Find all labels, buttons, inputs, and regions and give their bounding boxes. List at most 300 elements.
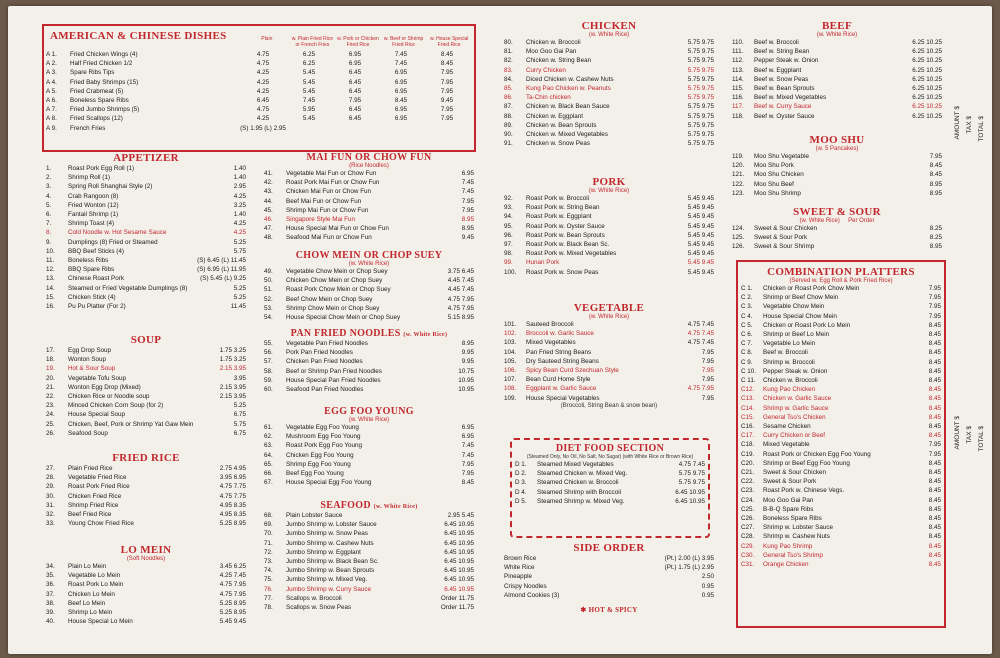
item-number: 27. bbox=[46, 465, 55, 472]
item-price: 5.45 9.45 bbox=[687, 268, 714, 276]
item-price: 4.75 7.45 bbox=[678, 461, 705, 468]
item-number: C26. bbox=[741, 515, 755, 523]
item-number: 102. bbox=[504, 330, 517, 338]
soup-list bbox=[46, 346, 246, 438]
item-name: Scallops w. Broccoli bbox=[286, 594, 342, 602]
item-price: 11.45 bbox=[230, 303, 246, 311]
item-name: General Tso's Shrimp bbox=[763, 551, 823, 559]
item-name: Spring Roll Shanghai Style (2) bbox=[68, 183, 153, 191]
item-number: 114. bbox=[732, 75, 744, 83]
menu-item bbox=[741, 450, 941, 459]
item-name: Chicken Lo Mein bbox=[68, 590, 115, 598]
item-price: 5.45 9.45 bbox=[687, 213, 714, 221]
item-price: 8.45 bbox=[928, 321, 941, 329]
item-name: Young Chow Fried Rice bbox=[68, 520, 134, 528]
item-name: Beef Mai Fun or Chow Fun bbox=[286, 197, 362, 205]
menu-item bbox=[504, 582, 714, 591]
item-number: 16. bbox=[46, 303, 55, 311]
menu-item bbox=[741, 431, 941, 440]
item-price: 7.95 bbox=[440, 115, 454, 123]
item-name: French Fries bbox=[70, 124, 106, 132]
item-name: Sweet & Sour Chicken bbox=[754, 225, 817, 232]
item-price: 7.45 bbox=[461, 188, 474, 196]
item-price: 6.25 bbox=[302, 51, 316, 58]
menu-item bbox=[46, 228, 246, 237]
item-name: Boneless Spare Ribs bbox=[763, 515, 822, 523]
menu-item bbox=[504, 212, 714, 221]
item-name: Fried Baby Shrimps (15) bbox=[70, 78, 139, 86]
item-name: Beef w. Oyster Sauce bbox=[754, 112, 815, 120]
item-price: 4.25 bbox=[233, 192, 246, 200]
item-number: 71. bbox=[264, 539, 273, 547]
item-name: Steamed or Fried Vegetable Dumplings (8) bbox=[68, 284, 188, 292]
menu-item bbox=[741, 468, 941, 477]
item-price: 5.45 bbox=[302, 69, 316, 77]
menu-item bbox=[504, 231, 714, 240]
item-number: 122. bbox=[732, 180, 745, 188]
item-number: 73. bbox=[264, 558, 273, 566]
menu-item bbox=[264, 187, 474, 196]
american-col-header: w. Beef or Shrimp Fried Rice bbox=[383, 36, 424, 48]
menu-item bbox=[504, 121, 714, 130]
item-price: (Pt.) 2.00 (L) 3.95 bbox=[664, 555, 714, 562]
item-number: 108. bbox=[504, 385, 517, 393]
menu-item bbox=[264, 451, 474, 460]
menu-item bbox=[504, 258, 714, 267]
item-number: 69. bbox=[264, 521, 273, 529]
item-number: 38. bbox=[46, 599, 55, 607]
item-price: 5.45 9.45 bbox=[687, 231, 714, 239]
item-number: A 7. bbox=[46, 106, 57, 114]
menu-item bbox=[732, 189, 942, 198]
item-name: Shrimp w. Broccoli bbox=[763, 358, 815, 366]
menu-item bbox=[46, 210, 246, 219]
chicken-title: CHICKEN bbox=[581, 20, 637, 32]
seafood-sub: (w. White Rice) bbox=[373, 504, 418, 510]
item-number: 90. bbox=[504, 131, 513, 139]
item-number: 119. bbox=[732, 153, 744, 160]
friedrice-title: FRIED RICE bbox=[112, 452, 180, 464]
item-price: 6.45 bbox=[348, 87, 362, 95]
item-name: Ta-Chin chicken bbox=[526, 94, 571, 102]
item-name: House Special Egg Foo Young bbox=[286, 479, 372, 487]
item-number: C 7. bbox=[741, 340, 753, 348]
item-price: 5.45 bbox=[302, 87, 316, 95]
item-number: 72. bbox=[264, 548, 273, 556]
item-name: Vegetable Tofu Soup bbox=[68, 374, 127, 382]
menu-item bbox=[504, 348, 714, 357]
item-number: 116. bbox=[732, 94, 744, 102]
menu-item bbox=[264, 469, 474, 478]
item-number: 120. bbox=[732, 162, 745, 170]
american-col-header: w. Pork or Chicken Fried Rice bbox=[337, 36, 379, 48]
menu-item bbox=[264, 423, 474, 432]
item-name: Sauteed Broccoli bbox=[526, 321, 574, 328]
item-number: 75. bbox=[264, 576, 273, 584]
item-name: Steamed Mixed Vegetables bbox=[537, 461, 614, 468]
friedrice-list bbox=[46, 464, 246, 528]
item-number: C15. bbox=[741, 413, 755, 421]
menu-item bbox=[264, 215, 474, 224]
item-name: Roast Pork or Chicken Egg Foo Young bbox=[763, 450, 871, 458]
menu-item bbox=[46, 247, 246, 256]
vegetable-note: (Broccoli, String Bean & snow bean) bbox=[560, 402, 658, 409]
item-price: 6.45 10.95 bbox=[444, 585, 474, 593]
item-price: 4.25 7.45 bbox=[219, 572, 246, 580]
lomein-title: LO MEIN bbox=[120, 544, 172, 556]
item-price: 5.75 9.75 bbox=[687, 75, 714, 83]
item-number: C24. bbox=[741, 496, 755, 504]
item-number: C14. bbox=[741, 404, 755, 412]
menu-item bbox=[741, 486, 941, 495]
menu-item bbox=[732, 66, 942, 75]
menu-item bbox=[504, 112, 714, 121]
item-price: 5.25 8.95 bbox=[219, 599, 246, 607]
item-price: 7.95 bbox=[440, 69, 454, 77]
item-name: Steamed Shrimp with Broccoli bbox=[537, 488, 621, 496]
section-eggfoo bbox=[264, 406, 474, 487]
item-name: Dry Sauteed String Beans bbox=[526, 357, 599, 365]
item-price: 8.45 bbox=[928, 349, 941, 357]
menu-item bbox=[46, 192, 246, 201]
item-price: 4.75 7.95 bbox=[687, 385, 714, 393]
item-number: C 3. bbox=[741, 303, 753, 311]
item-name: Chicken or Roast Pork Chow Mein bbox=[763, 285, 860, 292]
item-price: 8.45 bbox=[440, 51, 454, 58]
menu-item bbox=[504, 102, 714, 111]
item-price: 1.75 3.25 bbox=[219, 347, 246, 354]
item-name: Shrimp or Beef Lo Mein bbox=[763, 331, 830, 339]
menu-item bbox=[46, 571, 246, 580]
item-price: 8.45 bbox=[928, 515, 941, 523]
item-name: Roast Pork Mai Fun or Chow Fun bbox=[286, 179, 380, 187]
item-price: 5.75 9.75 bbox=[687, 48, 714, 56]
menu-item bbox=[504, 203, 714, 212]
item-name: Singapore Style Mai Fun bbox=[286, 216, 355, 224]
item-price: 8.45 bbox=[928, 423, 941, 431]
item-price: 8.45 bbox=[928, 505, 941, 513]
item-price: 5.75 9.75 bbox=[687, 140, 714, 148]
item-name: House Special Mai Fun or Chow Fun bbox=[286, 225, 389, 233]
tax-label-top: TAX $ bbox=[966, 116, 973, 134]
item-name: Sesame Chicken bbox=[763, 423, 811, 431]
item-name: Seafood Pan Fried Noodles bbox=[286, 386, 364, 394]
menu-item bbox=[264, 169, 474, 178]
menu-item bbox=[264, 478, 474, 487]
item-name: Moo Shu Pork bbox=[754, 162, 794, 170]
item-number: 51. bbox=[264, 286, 273, 294]
item-number: 10. bbox=[46, 247, 55, 255]
item-name: Beef w. Eggplant bbox=[754, 66, 802, 74]
menu-item bbox=[732, 47, 942, 56]
menu-item bbox=[741, 551, 941, 560]
item-number: 55. bbox=[264, 340, 273, 347]
menu-item bbox=[504, 240, 714, 249]
panfried-list bbox=[264, 339, 474, 394]
item-price: 5.45 9.45 bbox=[219, 618, 246, 626]
item-name: Kung Pao Chicken bbox=[763, 386, 816, 394]
menu-item bbox=[264, 511, 474, 520]
item-price: 9.45 bbox=[461, 234, 474, 242]
menu-item bbox=[741, 376, 941, 385]
item-price: 5.75 9.75 bbox=[687, 131, 714, 139]
item-name: Curry Chicken bbox=[526, 66, 566, 74]
item-price: (S) 5.45 (L) 9.25 bbox=[200, 275, 246, 283]
item-number: C 8. bbox=[741, 349, 753, 357]
item-price: 8.95 bbox=[929, 189, 942, 197]
item-price: 6.75 bbox=[233, 411, 246, 419]
menu-item bbox=[46, 302, 246, 311]
item-number: 111. bbox=[732, 48, 744, 56]
item-name: Beef w. Broccoli bbox=[763, 349, 808, 357]
item-price: 6.45 bbox=[348, 106, 362, 114]
menu-item bbox=[46, 238, 246, 247]
item-number: D 4. bbox=[515, 488, 527, 496]
item-price: 7.45 bbox=[394, 60, 408, 68]
item-price: 1.40 bbox=[233, 174, 246, 182]
item-name: Jumbo Shrimp w. Black Bean Sc. bbox=[286, 558, 379, 566]
item-number: 104. bbox=[504, 348, 517, 356]
item-number: 115. bbox=[732, 85, 744, 93]
item-name: Mushroom Egg Foo Young bbox=[286, 433, 361, 441]
item-price: 8.25 bbox=[929, 234, 942, 242]
item-name: BBQ Spare Ribs bbox=[68, 266, 115, 274]
total-label-bottom: TOTAL $ bbox=[978, 426, 985, 452]
item-price: 8.45 bbox=[929, 162, 942, 170]
item-price: 5.25 bbox=[233, 284, 246, 292]
menu-item bbox=[504, 366, 714, 375]
item-name: Vegetable Fried Rice bbox=[68, 474, 127, 482]
item-price: 6.45 bbox=[256, 97, 270, 105]
item-name: Chicken w. Bean Sprouts bbox=[526, 121, 597, 129]
item-price: 10.95 bbox=[458, 386, 474, 394]
item-number: C 1. bbox=[741, 285, 753, 292]
item-number: 103. bbox=[504, 339, 517, 347]
item-number: 96. bbox=[504, 231, 513, 239]
item-name: Beef or Shrimp Pan Fried Noodles bbox=[286, 367, 382, 375]
soup-title: SOUP bbox=[130, 334, 162, 346]
american-title: AMERICAN & CHINESE DISHES bbox=[50, 30, 227, 42]
menu-item bbox=[741, 367, 941, 376]
lomein-list bbox=[46, 562, 246, 626]
item-name: Hot & Sour Soup bbox=[68, 365, 116, 373]
item-name: Chicken w. Snow Peas bbox=[526, 140, 591, 148]
maifun-sub: (Rice Noodles) bbox=[349, 163, 389, 169]
item-name: Fantail Shrimp (1) bbox=[68, 211, 119, 219]
menu-item bbox=[264, 357, 474, 366]
item-price: 8.45 bbox=[928, 386, 941, 394]
item-number: 98. bbox=[504, 250, 513, 258]
menu-item bbox=[741, 339, 941, 348]
item-price: 6.45 10.95 bbox=[444, 567, 474, 575]
item-name: Shrimp or Beef Egg Foo Young bbox=[763, 459, 850, 467]
item-name: Bean Curd Home Style bbox=[526, 376, 591, 384]
item-number: 4. bbox=[46, 192, 52, 200]
menu-item bbox=[46, 617, 246, 626]
item-number: 26. bbox=[46, 429, 55, 437]
item-price: 5.45 9.45 bbox=[687, 259, 714, 267]
menu-item bbox=[264, 432, 474, 441]
item-number: 8. bbox=[46, 229, 52, 237]
item-price: 8.45 bbox=[928, 542, 941, 550]
item-name: Chicken w. Eggplant bbox=[526, 112, 584, 120]
item-number: C30. bbox=[741, 551, 755, 559]
item-price: 4.25 bbox=[256, 115, 270, 123]
item-price: 6.95 bbox=[394, 115, 408, 123]
item-price: 2.50 bbox=[701, 573, 714, 581]
eggfoo-title: EGG FOO YOUNG bbox=[324, 406, 414, 417]
item-number: 86. bbox=[504, 94, 513, 102]
item-number: 52. bbox=[264, 295, 273, 303]
item-price: 7.95 bbox=[461, 197, 474, 205]
item-number: 65. bbox=[264, 460, 273, 468]
item-price: 7.45 bbox=[302, 97, 316, 105]
item-price: 6.25 10.25 bbox=[912, 94, 942, 102]
item-name: Steamed Shrimp w. Mixed Veg. bbox=[537, 497, 625, 505]
menu-item bbox=[504, 75, 714, 84]
item-name: House Special Lo Mein bbox=[68, 618, 133, 626]
item-name: Chinese Roast Pork bbox=[68, 275, 124, 283]
item-number: C27. bbox=[741, 524, 755, 532]
item-number: 68. bbox=[264, 512, 273, 519]
menu-item bbox=[732, 242, 942, 251]
item-number: 35. bbox=[46, 572, 55, 580]
item-price: 8.45 bbox=[929, 171, 942, 179]
section-friedrice bbox=[46, 452, 246, 528]
item-name: BBQ Beef Sticks (4) bbox=[68, 247, 124, 255]
item-number: C29. bbox=[741, 542, 755, 550]
american-col-header: w. House Special Fried Rice bbox=[429, 36, 469, 48]
menu-item bbox=[264, 539, 474, 548]
item-name: Chicken w. Mixed Vegetables bbox=[526, 131, 608, 139]
item-price: 7.95 bbox=[928, 303, 941, 311]
item-price: 6.25 10.25 bbox=[912, 112, 942, 120]
item-price: 5.95 bbox=[302, 106, 316, 114]
item-number: 121. bbox=[732, 171, 745, 179]
item-name: Seafood Mai Fun or Chow Fun bbox=[286, 234, 372, 242]
menu-item bbox=[264, 566, 474, 575]
item-name: Beef w. Bean Sprouts bbox=[754, 85, 815, 93]
item-price: 5.45 bbox=[302, 78, 316, 86]
item-name: Spicy Bean Curd Szechuan Style bbox=[526, 367, 619, 375]
item-number: 67. bbox=[264, 479, 273, 487]
menu-item bbox=[504, 194, 714, 203]
item-name: Shrimp Roll (1) bbox=[68, 174, 110, 182]
item-price: 8.45 bbox=[928, 561, 941, 569]
menu-item bbox=[46, 420, 246, 429]
menu-item bbox=[741, 505, 941, 514]
item-price: 7.95 bbox=[440, 106, 454, 114]
item-name: Pork Pan Fried Noodles bbox=[286, 349, 353, 357]
menu-item bbox=[504, 93, 714, 102]
item-number: 61. bbox=[264, 424, 273, 431]
item-name: Moo Goo Gai Pan bbox=[526, 48, 577, 56]
item-price: 6.45 bbox=[348, 115, 362, 123]
vegetable-sub: (w. White Rice) bbox=[588, 314, 630, 320]
item-number: C 5. bbox=[741, 321, 753, 329]
item-number: 42. bbox=[264, 179, 273, 187]
item-price: 6.45 10.95 bbox=[444, 576, 474, 584]
item-price: 4.75 7.45 bbox=[687, 321, 714, 328]
item-name: Jumbo Shrimp w. Lobster Sauce bbox=[286, 521, 377, 529]
item-price: 6.95 bbox=[394, 78, 408, 86]
item-price: 6.45 bbox=[348, 69, 362, 77]
item-name: Sweet & Sour Pork bbox=[754, 234, 808, 242]
menu-item bbox=[46, 364, 246, 373]
item-name: General Tso's Chicken bbox=[763, 413, 826, 421]
item-name: Pan Fried String Beans bbox=[526, 348, 592, 356]
menu-item bbox=[741, 321, 941, 330]
chowmein-list bbox=[264, 267, 474, 322]
column-right bbox=[726, 6, 946, 654]
item-price: 5.75 9.75 bbox=[678, 479, 705, 487]
item-price: 8.45 bbox=[928, 404, 941, 412]
item-price: 6.45 10.95 bbox=[444, 558, 474, 566]
item-number: 93. bbox=[504, 204, 513, 212]
menu-item bbox=[732, 56, 942, 65]
item-number: 74. bbox=[264, 567, 273, 575]
item-price: 4.75 7.75 bbox=[219, 483, 246, 491]
item-price: 6.95 bbox=[394, 87, 408, 95]
item-number: 113. bbox=[732, 66, 744, 74]
item-price: 3.25 bbox=[233, 201, 246, 209]
item-name: Beef w. Curry Sauce bbox=[754, 103, 812, 111]
menu-item bbox=[46, 519, 246, 528]
menu-item bbox=[46, 173, 246, 182]
item-number: 20. bbox=[46, 374, 55, 382]
item-price: (S) 1.95 (L) 2.95 bbox=[240, 124, 286, 132]
item-name: Jumbo Shrimp w. Bean Sprouts bbox=[286, 567, 375, 575]
menu-item bbox=[515, 460, 705, 469]
item-number: 30. bbox=[46, 492, 55, 500]
item-number: 18. bbox=[46, 356, 55, 364]
item-name: Plain Fried Rice bbox=[68, 465, 113, 472]
item-number: A 9. bbox=[46, 124, 57, 132]
item-name: Cold Noodle w. Hot Sesame Sauce bbox=[68, 229, 167, 237]
item-number: 87. bbox=[504, 103, 513, 111]
item-name: Vegetable Mai Fun or Chow Fun bbox=[286, 170, 377, 177]
menu-item bbox=[732, 161, 942, 170]
item-price: 5.75 bbox=[233, 247, 246, 255]
item-number: C 2. bbox=[741, 294, 753, 302]
item-price: 6.95 bbox=[348, 60, 362, 68]
item-price: 8.95 bbox=[929, 180, 942, 188]
item-price: 3.45 6.25 bbox=[219, 563, 246, 570]
item-price: 8.45 bbox=[928, 478, 941, 486]
item-price: 5.75 9.75 bbox=[678, 470, 705, 478]
item-name: Half Fried Chicken 1/2 bbox=[70, 60, 133, 68]
american-item bbox=[46, 87, 470, 96]
eggfoo-list bbox=[264, 423, 474, 487]
item-price: 8.45 bbox=[928, 487, 941, 495]
item-number: C13. bbox=[741, 395, 755, 403]
item-name: Beef Chow Mein or Chop Suey bbox=[286, 295, 373, 303]
item-number: 15. bbox=[46, 293, 55, 301]
menu-item bbox=[46, 355, 246, 364]
menu-item bbox=[46, 293, 246, 302]
menu-item bbox=[504, 222, 714, 231]
menu-item bbox=[264, 295, 474, 304]
item-name: Dumplings (8) Fried or Steamed bbox=[68, 238, 158, 246]
item-number: 81. bbox=[504, 48, 513, 56]
item-name: Roast Pork w. Chinese Vegs. bbox=[763, 487, 845, 495]
menu-item bbox=[741, 330, 941, 339]
item-name: House Special Pan Fried Noodles bbox=[286, 376, 381, 384]
item-price: (S) 6.45 (L) 11.45 bbox=[197, 257, 246, 265]
menu-item bbox=[264, 197, 474, 206]
item-name: Moo Shu Vegetable bbox=[754, 153, 809, 160]
item-number: C19. bbox=[741, 450, 755, 458]
